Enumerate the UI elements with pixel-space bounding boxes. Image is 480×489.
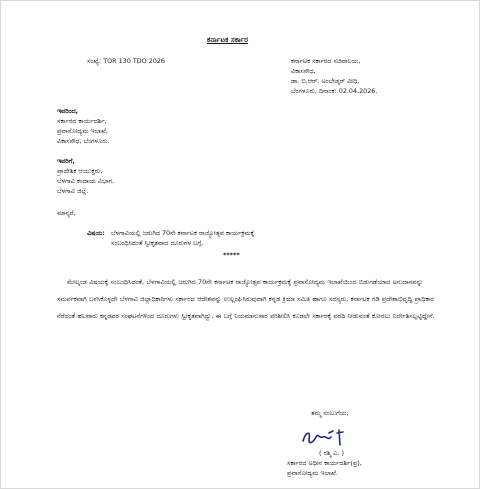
letterhead-title: ಕರ್ನಾಟಕ ಸರ್ಕಾರ [207,35,249,44]
from-line-1: ಸರ್ಕಾರದ ಕಾರ್ಯದರ್ಶಿ, [57,117,107,125]
subject-separator: ***** [223,251,240,259]
to-line-1: ಪ್ರಾದೇಶಿಕ ಆಯುಕ್ತರು, [57,167,103,175]
subject-line-1: ಬೆಳಗಾವಿಯಲ್ಲಿ ಜರುಗಿದ 70ನೇ ಕರ್ನಾಟಕ ರಾಜ್ಯೋತ್ಸವ ಕಾರ್ಯಕ್ರಮಕ್ಕೆ [111,229,255,237]
closing-yours: ತಮ್ಮ ನಂಬುಗೆಯ, [311,409,349,417]
to-line-2: ಬೆಳಗಾವಿ ಕಂದಾಯ ವಿಭಾಗ, [57,177,115,185]
letter-body: ಮೇಲ್ಕಂಡ ವಿಷಯಕ್ಕೆ ಸಂಬಂಧಿಸಿದಂತೆ, ಬೆಳಗಾವಿಯಲ್ಲಿ ಜರುಗಿದ 70ನೇ ಕರ್ನಾಟಕ ರಾಜ್ಯೋತ್ಸವ ಕಾರ್ಯಕ್ರಮಕ್ಕೆ ಪ್ರವಾಸೋದ್ಯಮ ಇಲಾಖೆಯಿಂದ ಬಿಡುಗಡೆಯಾದ ಅನುದಾನವನ್ನು ಸಮರ್ಪಕವಾಗಿ ಬಳಸಿಕೊಳ್ಳದೇ ಬೆಳಗಾವಿ ಜಿಲ್ಲಾಧಿಕಾರಿಗಳು ಸರ್ಕಾರದ ಆದೇಶವನ್ನು ಉಲ್ಲಂಘಿಸಿರುವುದಾಗಿ ಕನ್ನಡ ಕ್ರಿಯಾ ಸಮಿತಿ ಹಾಗೂ ಸದಸ್ಯರು, ಕರ್ನಾಟಕ ಗಡಿ ಪ್ರದೇಶಾಭಿವೃದ್ಧಿ ಪ್ರಾಧಿಕಾರ ನೆರೆದಂತೆ ಹಲವಾರು ಕನ್ನಡಪರ ಸಂಘಟನೆಗಳಿಂದ ದೂರುಗಳು ಸ್ವೀಕೃತವಾಗಿದ್ದು, ಈ ಬಗ್ಗೆ ನಿಯಮಾನುಸಾರ ಪರಿಶೀಲಿಸಿ ಕೂಡಲೇ ಸರ್ಕಾರಕ್ಕೆ ವರದಿ ನೀಡುವಂತೆ ಕೋರಲು ನಿರ್ದೇಶಿಸಲ್ಪಟ್ಟಿದ್ದೇನೆ. [57,278,435,321]
closing-designation-1: ಸರ್ಕಾರದ ಅಧೀನ ಕಾರ್ಯದರ್ಶಿ(ಪ್ರ), [287,459,362,467]
closing-designation-2: ಪ್ರವಾಸೋದ್ಯಮ ಇಲಾಖೆ. [287,469,338,477]
to-line-3: ಬೆಳಗಾವಿ ಜಿಲ್ಲೆ. [57,187,89,195]
from-line-2: ಪ್ರವಾಸೋದ್ಯಮ ಇಲಾಖೆ, [57,127,108,135]
office-address-line-3: ಡಾ. ಬಿ.ಆರ್. ಅಂಬೇಡ್ಕರ್ ವೀಧಿ, [291,77,360,85]
office-address-line-2: ವಿಕಾಸಸೌಧ, [291,67,316,75]
closing-name: ( ರಶ್ಮಿ ಎ. ) [319,449,344,457]
to-label: ಇವರಿಗೆ, [57,157,75,165]
office-address-line-1: ಕರ್ನಾಟಕ ಸರ್ಕಾರದ ಸಚಿವಾಲಯ, [291,57,361,65]
salutation: ಮಾನ್ಯರೆ, [57,209,76,217]
letter-page [29,17,449,479]
signature-mark [299,427,355,449]
subject-line-2: ಸಂಬಂಧಿಸಿದಂತೆ ಸ್ವೀಕೃತವಾದ ದೂರುಗಳ ಬಗ್ಗೆ. [111,239,204,247]
from-line-3: ವಿಕಾಸಸೌಧ, ಬೆಂಗಳೂರು. [57,137,110,145]
subject-label: ವಿಷಯ: [87,229,105,237]
office-address-date: ಬೆಂಗಳೂರು, ದಿನಾಂಕ: 02.04.2026. [291,87,378,95]
from-label: ಇವರಿಂದ, [57,107,79,115]
reference-number: ಸಂಖ್ಯೆ: TOR 130 TDO 2026 [87,57,165,65]
